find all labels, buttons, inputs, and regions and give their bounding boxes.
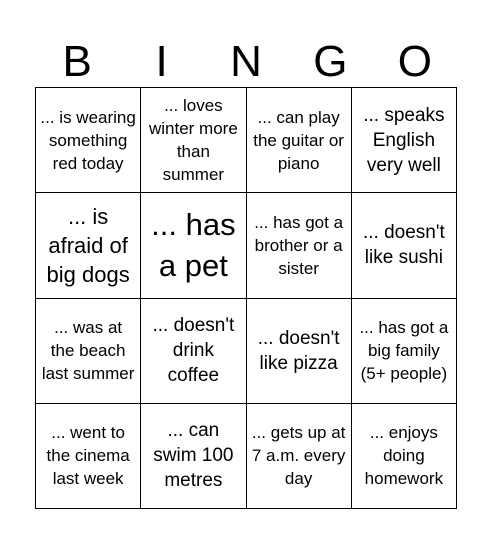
bingo-cell[interactable] (36, 193, 141, 298)
bingo-cell[interactable] (352, 193, 457, 298)
bingo-cell[interactable] (36, 88, 141, 193)
bingo-cell[interactable] (247, 299, 352, 404)
cell-text: ... can swim 100 metres (153, 420, 234, 492)
bingo-cell[interactable] (141, 299, 246, 404)
bingo-cell[interactable] (36, 299, 141, 404)
cell-text: ... doesn't like sushi (362, 222, 445, 269)
bingo-cell[interactable] (141, 88, 246, 193)
cell-text: ... was at the beach last summer (41, 318, 135, 384)
header-letter-o: O (397, 37, 432, 86)
header-letter-g: G (313, 37, 348, 86)
bingo-cell[interactable] (352, 299, 457, 404)
cell-text: ... has a pet (151, 207, 236, 284)
bingo-header (35, 38, 457, 86)
cell-text: ... doesn't like pizza (257, 327, 340, 374)
cell-text: ... is wearing something red today (40, 107, 136, 173)
cell-text: ... doesn't drink coffee (152, 315, 235, 387)
cell-text: ... went to the cinema last week (46, 423, 130, 489)
cell-text: ... gets up at 7 a.m. every day (251, 423, 346, 489)
cell-text: ... can play the guitar or piano (253, 107, 344, 173)
header-letter-b: B (62, 37, 92, 86)
bingo-cell[interactable] (352, 404, 457, 509)
header-letter-i: I (155, 37, 168, 86)
bingo-cell[interactable] (141, 404, 246, 509)
cell-text: ... has got a brother or a sister (254, 212, 344, 278)
cell-text: ... speaks English very well (363, 104, 445, 176)
bingo-cell[interactable] (247, 88, 352, 193)
bingo-grid (35, 87, 457, 509)
header-letter-n: N (230, 37, 262, 86)
bingo-cell[interactable] (141, 193, 246, 298)
bingo-cell[interactable] (36, 404, 141, 509)
cell-text: ... is afraid of big dogs (46, 203, 130, 287)
cell-text: ... has got a big family (5+ people) (359, 318, 449, 384)
bingo-cell[interactable] (247, 404, 352, 509)
cell-text: ... loves winter more than summer (148, 96, 238, 185)
cell-text: ... enjoys doing homework (364, 423, 444, 489)
bingo-cell[interactable] (352, 88, 457, 193)
bingo-cell[interactable] (247, 193, 352, 298)
